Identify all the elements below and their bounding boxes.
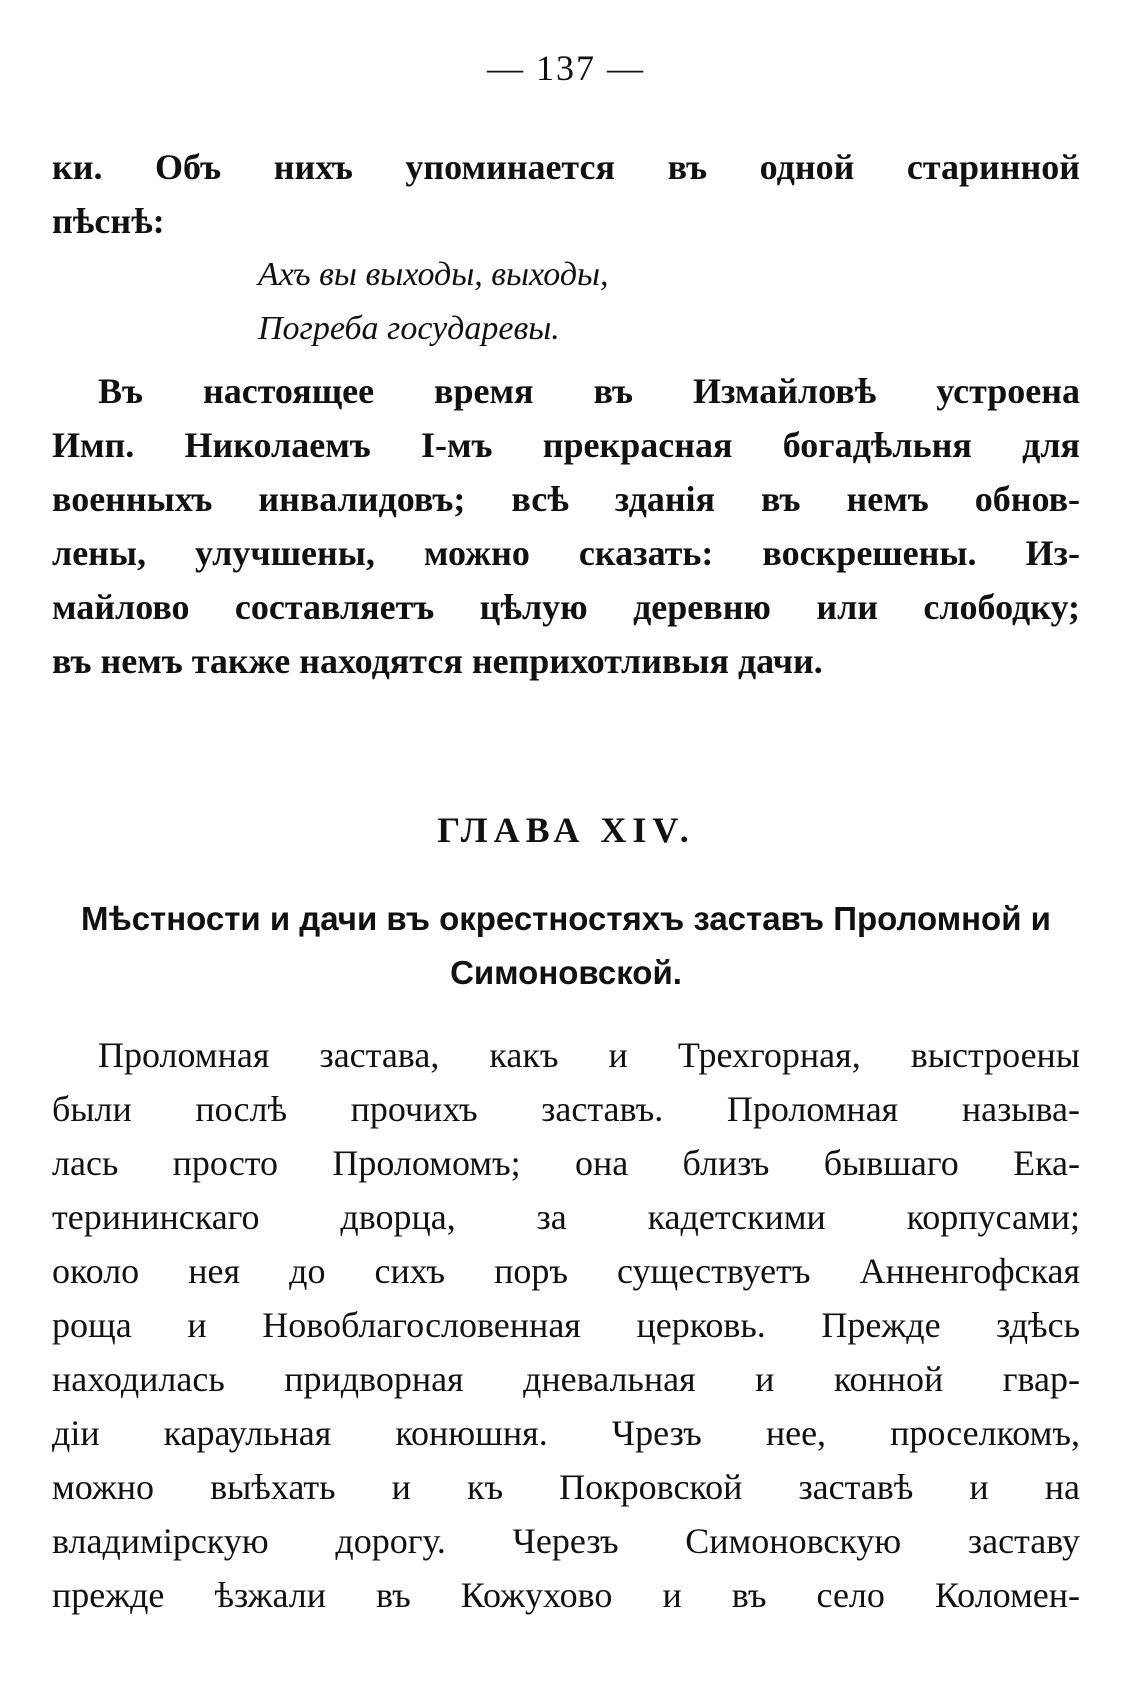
text-line: были послѣ прочихъ заставъ. Проломная называ- — [52, 1089, 1080, 1129]
chapter-subtitle-line: Мѣстности и дачи въ окрестностяхъ заставъ Проломной и — [81, 900, 1051, 937]
text-line: майлово составляетъ цѣлую деревню или слободку; — [52, 587, 1080, 627]
page-number: — 137 — — [487, 48, 645, 88]
verse-line: Погреба государевы. — [258, 310, 560, 347]
text-line: находилась придворная дневальная и конной гвар- — [52, 1359, 1080, 1399]
chapter-subtitle-line: Симоновской. — [450, 954, 682, 991]
verse-line: Ахъ вы выходы, выходы, — [258, 256, 609, 293]
text-line: Въ настоящее время въ Измайловѣ устроена — [98, 371, 1080, 411]
text-line: Проломная застава, какъ и Трехгорная, выстроены — [98, 1035, 1080, 1075]
text-line: можно выѣхать и къ Покровской заставѣ и на — [52, 1467, 1080, 1507]
text-line: роща и Новоблагословенная церковь. Прежде здѣсь — [52, 1305, 1080, 1345]
paragraph-izmailovo — [52, 364, 1080, 688]
text-line: въ немъ также находятся неприхотливыя дачи. — [52, 641, 823, 681]
text-line: около нея до сихъ поръ существуетъ Анненгофская — [52, 1251, 1080, 1291]
text-line: ки. Объ нихъ упоминается въ одной старинной — [52, 147, 1080, 187]
text-line: владимірскую дорогу. Черезъ Симоновскую заставу — [52, 1521, 1080, 1561]
text-line: лась просто Проломомъ; она близъ бывшаго Ека- — [52, 1143, 1080, 1183]
intro-paragraph — [52, 140, 1080, 248]
text-line: пѣснѣ: — [52, 201, 165, 241]
text-line: прежде ѣзжали въ Кожухово и въ село Коломен- — [52, 1575, 1080, 1615]
chapter-subtitle — [52, 892, 1080, 1000]
book-page — [52, 40, 1080, 1622]
chapter-title: ГЛАВА XIV. — [437, 810, 695, 850]
text-line: Имп. Николаемъ I-мъ прекрасная богадѣльня для — [52, 425, 1080, 465]
text-line: военныхъ инвалидовъ; всѣ зданія въ немъ обнов- — [52, 479, 1080, 519]
paragraph-prolomnaya — [52, 1028, 1080, 1622]
text-line: лены, улучшены, можно сказать: воскрешены. Из- — [52, 533, 1080, 573]
text-line: терининскаго дворца, за кадетскими корпусами; — [52, 1197, 1080, 1237]
text-line: діи караульная конюшня. Чрезъ нее, проселкомъ, — [52, 1413, 1080, 1453]
verse-quote — [52, 248, 1080, 356]
